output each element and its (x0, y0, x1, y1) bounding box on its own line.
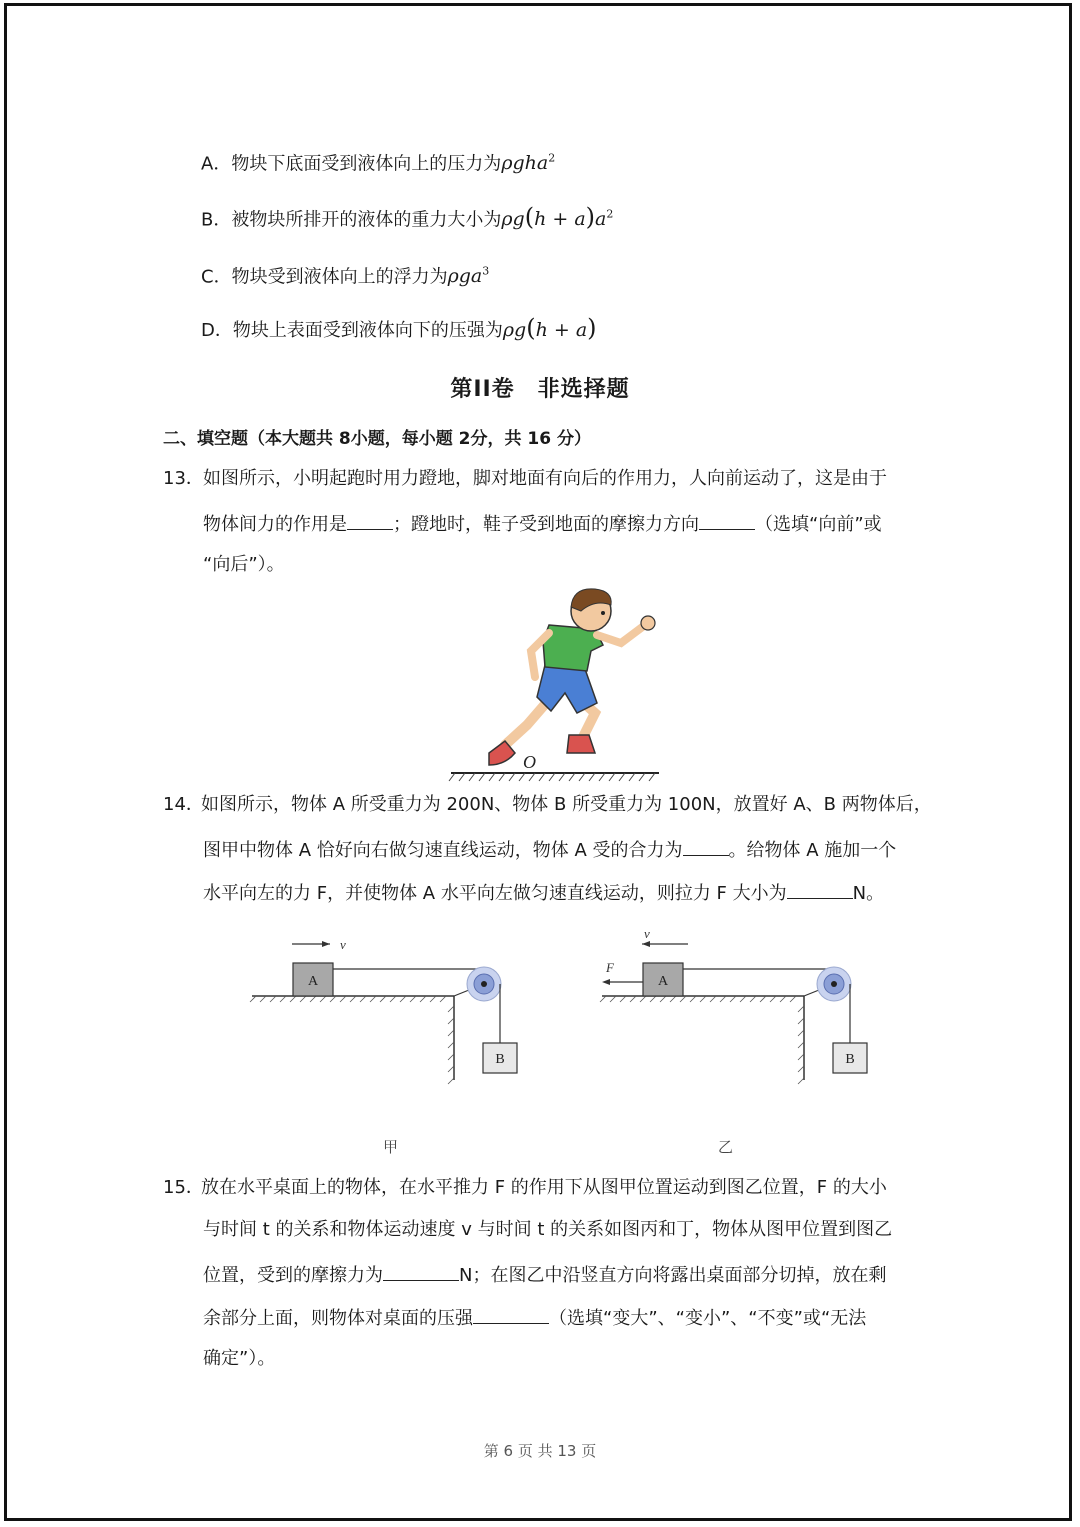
option-d-text: D．物块上表面受到液体向下的压强为 (201, 320, 503, 341)
velocity-label: v (340, 937, 346, 952)
q15-line4: 余部分上面，则物体对桌面的压强 （选填“变大”、“变小”、“不变”或“无法 (203, 1303, 866, 1332)
option-a (201, 146, 555, 177)
option-d-formula: ρg(h + a) (502, 314, 597, 342)
option-b-text: B．被物块所排开的液体的重力大小为 (201, 209, 502, 231)
q15-blank-1[interactable] (383, 1260, 459, 1281)
q14-blank-2[interactable] (787, 878, 853, 899)
q15-line3: 位置，受到的摩擦力为 N；在图乙中沿竖直方向将露出桌面部分切掉，放在剩 (203, 1260, 886, 1289)
option-d (201, 315, 597, 344)
option-c-text: C．物块受到液体向上的浮力为 (201, 266, 448, 288)
q14-line2: 图甲中物体 A 恰好向右做匀速直线运动，物体 A 受的合力为 。给物体 A 施加一个 (203, 835, 896, 864)
q15-line2: 与时间 t 的关系和物体运动速度 v 与时间 t 的关系如图丙和丁，物体从图甲位置到图乙 (203, 1219, 893, 1240)
force-label: F (606, 960, 614, 975)
option-a-text: A．物块下底面受到液体向上的压力为 (201, 153, 502, 175)
option-a-formula: ρgha$^2$ (501, 152, 556, 175)
caption-jia: 甲 (383, 1138, 399, 1156)
point-o-label: O (523, 752, 536, 772)
q13-line1: 如图所示，小明起跑时用力蹬地，脚对地面有向后的作用力，人向前运动了，这是由于 (203, 468, 887, 489)
caption-yi: 乙 (718, 1138, 734, 1156)
pulley-figure-right (598, 930, 878, 1090)
part-title: 二、填空题（本大题共 8小题，每小题 2分，共 16 分） (163, 429, 591, 449)
q15-blank-2[interactable] (473, 1303, 549, 1324)
velocity-label: v (644, 930, 650, 941)
q15-line5: 确定”）。 (203, 1348, 276, 1369)
section-title: 第II卷 非选择题 (450, 377, 630, 402)
q15-number: 15． (163, 1177, 204, 1198)
svg-text:B: B (495, 1052, 505, 1067)
option-b-formula: $\rho g(h + a)a^2$ (501, 203, 614, 232)
q13-number: 13． (163, 468, 204, 489)
page-footer: 第 6 页 共 13 页 (483, 1442, 597, 1460)
runner-figure (445, 585, 665, 785)
option-c-formula: ρga$^3$ (447, 265, 490, 288)
svg-text:A: A (657, 974, 669, 989)
q13-blank-1[interactable] (347, 509, 393, 530)
q13-line3: “向后”）。 (203, 554, 285, 575)
q13-blank-2[interactable] (699, 509, 755, 530)
option-b (201, 202, 613, 233)
option-c (201, 259, 489, 290)
svg-text:B: B (845, 1052, 855, 1067)
svg-text:A: A (307, 974, 319, 989)
q14-number: 14． (163, 794, 204, 815)
q14-blank-1[interactable] (683, 835, 729, 856)
q14-line1: 如图所示，物体 A 所受重力为 200N、物体 B 所受重力为 100N，放置好 A、B 两物体后， (201, 794, 932, 815)
q14-line3: 水平向左的力 F，并使物体 A 水平向左做匀速直线运动，则拉力 F 大小为 N。 (203, 878, 884, 907)
q13-line2: 物体间力的作用是 ；蹬地时，鞋子受到地面的摩擦力方向 （选填“向前”或 (203, 509, 882, 538)
pulley-figure-left (248, 930, 528, 1090)
q15-line1: 放在水平桌面上的物体，在水平推力 F 的作用下从图甲位置运动到图乙位置，F 的大小 (201, 1177, 887, 1198)
